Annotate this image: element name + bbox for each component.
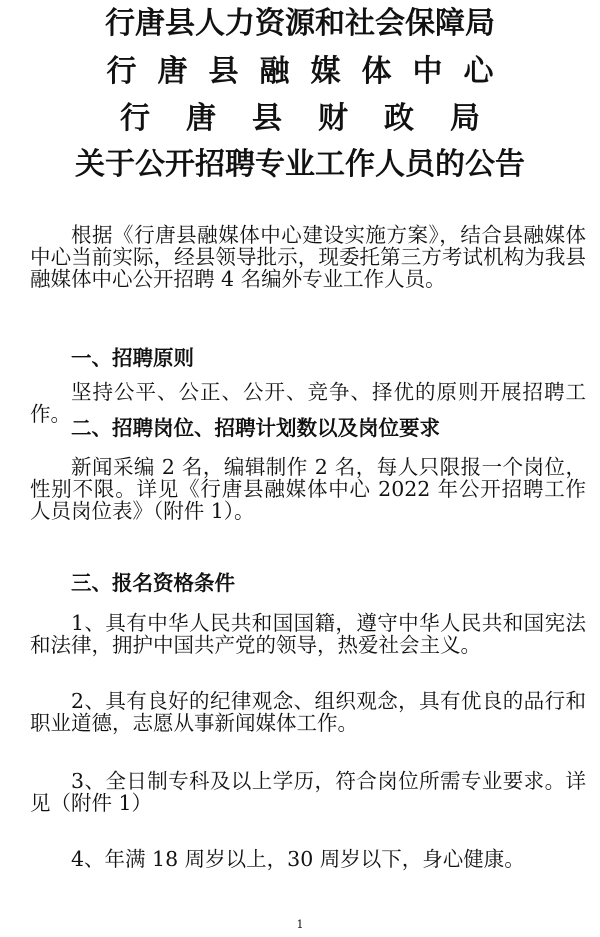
eligibility-item: 2、具有良好的纪律观念、组织观念，具有优良的品行和职业道德，志愿从事新闻媒体工作。 — [30, 689, 586, 735]
section-heading-principles: 一、招聘原则 — [71, 346, 194, 370]
positions-paragraph: 新闻采编 2 名，编辑制作 2 名，每人只限报一个岗位，性别不限。详见《行唐县融媒体中心 2022 年公开招聘工作人员岗位表》（附件 1）。 — [30, 455, 586, 523]
principles-paragraph: 坚持公平、公正、公开、竞争、择优的原则开展招聘工作。 — [30, 380, 586, 426]
issuing-org-media-center: 行唐县融媒体中心 — [106, 54, 515, 89]
eligibility-item: 3、全日制专科及以上学历，符合岗位所需专业要求。详见（附件 1） — [30, 769, 586, 815]
announcement-title: 关于公开招聘专业工作人员的公告 — [75, 147, 525, 182]
eligibility-item: 4、年满 18 周岁以上，30 周岁以下，身心健康。 — [71, 847, 525, 871]
page-number: 1 — [296, 918, 304, 931]
issuing-org-hrss: 行唐县人力资源和社会保障局 — [105, 6, 495, 41]
intro-paragraph: 根据《行唐县融媒体中心建设实施方案》，结合县融媒体中心当前实际，经县领导批示，现委托第三方考试机构为我县融媒体中心公开招聘 4 名编外专业工作人员。 — [30, 223, 586, 291]
issuing-org-finance: 行唐县财政局 — [120, 101, 516, 136]
eligibility-item: 1、具有中华人民共和国国籍，遵守中华人民共和国宪法和法律，拥护中国共产党的领导，热爱社会主义。 — [30, 611, 586, 657]
section-heading-eligibility: 三、报名资格条件 — [71, 571, 235, 595]
section-heading-positions: 二、招聘岗位、招聘计划数以及岗位要求 — [71, 416, 440, 440]
